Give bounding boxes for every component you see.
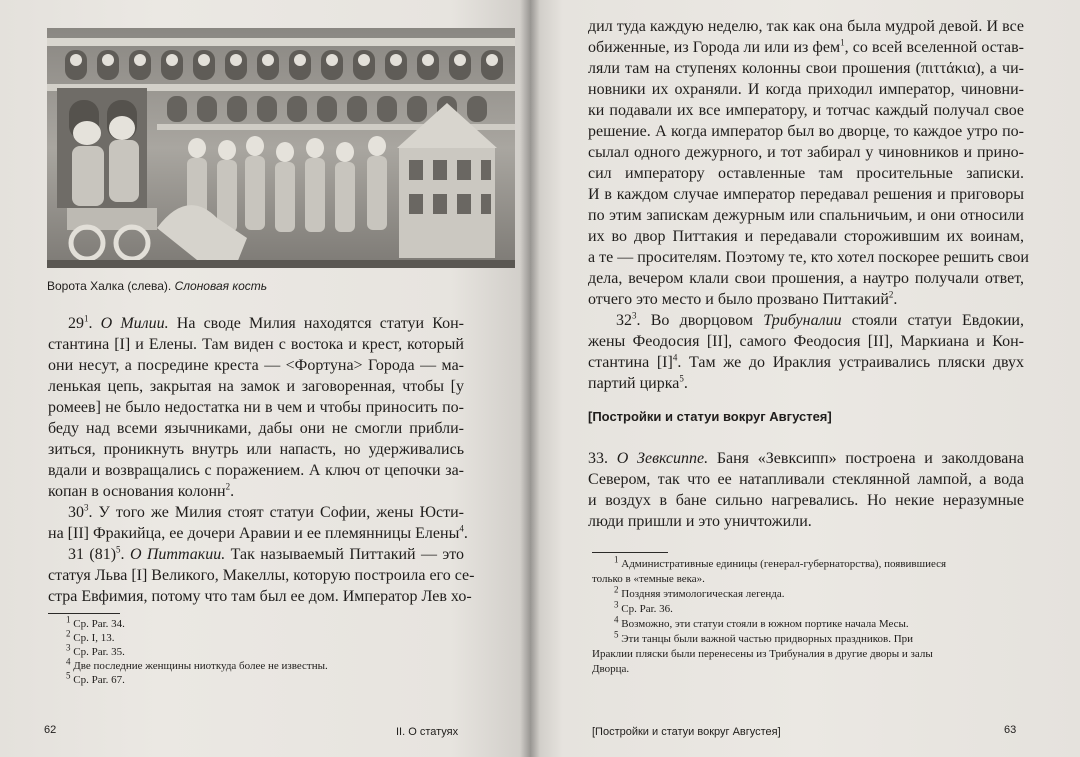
page-number-left: 62 [44, 724, 57, 736]
page-number-right: 63 [1004, 724, 1017, 736]
footnote: $^1$ Административные единицы (генерал-губернаторства), появившиеся [614, 554, 947, 570]
paragraph-line: Севером, так что ее натапливали стеклянной лампой, а вода [588, 471, 1024, 488]
running-head-left: II. О статуях [396, 726, 459, 738]
paragraph-30-line: $30^3$. У того же Милия стоят статуи Софии, жены Юсти- [68, 502, 464, 521]
paragraph-line: сил императору оставленные там просительные записки. [588, 165, 1024, 182]
right-page [530, 0, 1080, 757]
paragraph-31-line: 31 $(81)^5$. О Питтакии. Так называемый Питтакий — это [68, 544, 465, 563]
footnote: $^5$ Эти танцы были важной частью придворных праздников. При [614, 629, 914, 645]
paragraph-line: решение. А когда император был во дворце, то каждое утро по- [588, 123, 1024, 140]
paragraph-line: вдали и возвращались с поражением. А ключ от цепочки за- [48, 462, 464, 479]
paragraph-line: обиженные, из Города ли или из фем$^1$, со всей вселенной остав- [588, 37, 1024, 56]
paragraph-line: сылал одного дежурного, и тот забирал у чиновников и прино- [588, 144, 1024, 161]
footnote: $^4$ Две последние женщины ниоткуда более не известны. [66, 656, 328, 672]
paragraph-line: их во двор Питтакия и передавали сторожившим их воинам, [588, 228, 1024, 245]
footnote: $^5$ Ср. Par. 67. [66, 670, 125, 686]
footnote: $^2$ Ср. I, 13. [66, 628, 115, 644]
caption-italic-text: Слоновая кость [174, 279, 268, 293]
paragraph-line: они несут, а посредине креста — <Фортуна> Города — ма- [48, 357, 464, 374]
footnote: $^2$ Поздняя этимологическая легенда. [614, 584, 785, 600]
paragraph-line: люди пришли и это уничтожили. [588, 513, 812, 530]
paragraph-line: стра Евфимия, потому что там был ее дом. Император Лев хо- [48, 588, 472, 605]
paragraph-line: ромеев] не было недостатка ни в чем и чтобы приносить по- [48, 399, 464, 416]
paragraph-32-line: $32^3$. Во дворцовом Трибуналии стояли статуи Евдокии, [616, 310, 1024, 329]
paragraph-33-line: 33. О Зевксиппе. Баня «Зевксипп» построена и заколдована [588, 450, 1025, 467]
left-page [0, 0, 530, 757]
book-spine-shadow [520, 0, 540, 757]
paragraph-line: ки подавали их все императору, и тотчас каждый получал свое [588, 102, 1024, 119]
section-heading: [Постройки и статуи вокруг Августея] [588, 409, 832, 424]
paragraph-line: ляли там на ступенях колонны свои прошения (πιττάκια), а чи- [588, 60, 1024, 77]
ivory-relief-image [47, 28, 515, 268]
footnote: $^3$ Ср. Par. 36. [614, 599, 673, 615]
paragraph-29-line: $29^1$. О Милии. На своде Милия находятся статуи Кон- [68, 313, 464, 332]
paragraph-line: копан в основания колонн$^2$. [48, 481, 235, 500]
footnote: $^1$ Ср. Par. 34. [66, 614, 125, 630]
paragraph-line: а те — просителям. Поэтому те, кто хотел поскорее решить свои [588, 249, 1029, 266]
caption-text: Ворота Халка (слева). [47, 279, 175, 293]
footnote-continuation: Ираклии пляски были перенесены из Трибуналия в другие дворы и залы [592, 648, 933, 660]
paragraph-line: отчего это место и было прозвано Питтакий$^2$. [588, 289, 898, 308]
footnote-rule [48, 613, 120, 614]
footnote-rule [592, 552, 668, 553]
paragraph-line: по этим запискам дежурным или спальничьим, и они относили [588, 207, 1024, 224]
paragraph-line: дела, вечером клали свои прошения, а наутро получали ответ, [588, 270, 1024, 287]
paragraph-line: новники их охраняли. И когда приходил император, чиновни- [588, 81, 1024, 98]
paragraph-line: дил туда каждую неделю, так как она была мудрой девой. И все [588, 18, 1024, 35]
paragraph-line: партий цирка$^5$. [588, 373, 688, 392]
paragraph-line: беду над всеми язычниками, дабы они не смогли прибли- [48, 420, 464, 437]
running-head-right: [Постройки и статуи вокруг Августея] [592, 726, 781, 738]
paragraph-line: жены Феодосия [II], самого Феодосия [II], Маркиана и Кон- [588, 333, 1024, 350]
paragraph-line: и воздух в бане сильно нагревались. Но некие неразумные [588, 492, 1024, 509]
paragraph-line: ленькая цепь, закрытая на замок и заговоренная, чтобы [у [48, 378, 464, 395]
footnote: $^4$ Возможно, эти статуи стояли в южном портике начала Месы. [614, 614, 909, 630]
paragraph-line: стантина [I] и Елены. Там виден с востока и крест, который [48, 336, 464, 353]
footnote-continuation: Дворца. [592, 663, 630, 675]
paragraph-line: зиться, проникнуть внутрь или напасть, но удерживались [48, 441, 464, 458]
paragraph-line: статуя Льва [I] Великого, Макеллы, которую построила его се- [48, 567, 475, 584]
figure-caption [47, 279, 267, 293]
footnote: $^3$ Ср. Par. 35. [66, 642, 125, 658]
footnote-continuation: только в «темные века». [592, 573, 705, 585]
paragraph-line: стантина $[I]^4$. Там же до Ираклия устраивались пляски двух [588, 352, 1025, 371]
paragraph-line: И в каждом случае император передавал решения и приговоры [588, 186, 1024, 203]
paragraph-line: на [II] Фракийца, ее дочери Аравии и ее племянницы Елены$^4$. [48, 523, 468, 542]
